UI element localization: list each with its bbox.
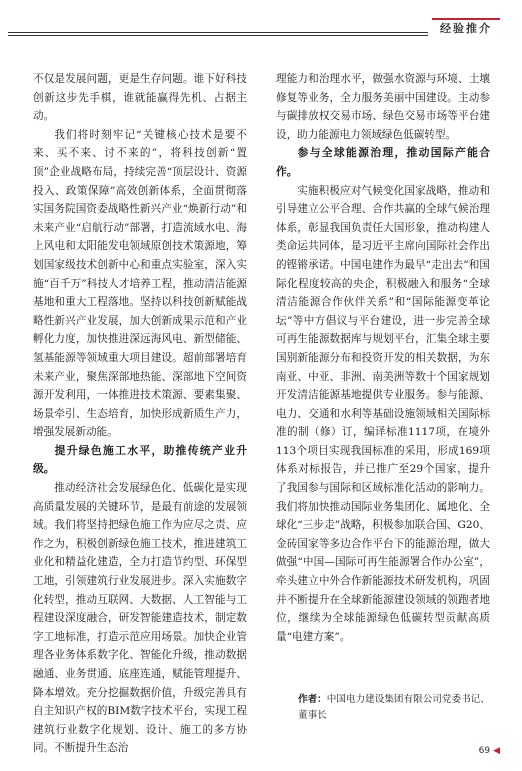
triangle-marker-icon: ◀	[493, 746, 500, 756]
author-credit	[298, 692, 494, 724]
header-rule	[8, 32, 428, 33]
paragraph: 我们将时刻牢记“关键核心技术是要不来、买不来、讨不来的”，将科技创新“置顶”企业战略布局，持续完善“顶层设计、资源投入、政策保障”高效创新体系，全面贯彻落实国务院国资委战略性新兴产业“焕新行动”和未来产业“启航行动”部署，打造流域水电、海上风电和太阳能发电领域原创技术策源地，筹划国家级技术创新中心和重点实验室，深入实施“百千万”科技人才培养工程，推动清洁能源基地和重大工程落地。坚持以科技创新赋能战略性新兴产业发展，加大创新成果示范和产业孵化力度，加快推进深远海风电、新型储能、氢基能源等领域重大项目建设。超前部署培育未来产业，聚焦深部地热能、深部地下空间资源开发利用，一体推进技术策源、要素集聚、场景牵引、生态培育，加快形成新质生产力，增强发展新动能。	[33, 128, 247, 439]
left-column	[33, 70, 247, 758]
right-column	[276, 70, 490, 646]
paragraph: 不仅是发展问题，更是生存问题。谁下好科技创新这步先手棋，谁就能赢得先机、占据主动。	[33, 73, 247, 123]
page-number-value: 69	[478, 746, 491, 756]
paragraph: 实施积极应对气候变化国家战略，推动和引导建立公平合理、合作共赢的全球气候治理体系，彰显我国负责任大国形象，推动构建人类命运共同体，是习近平主席向国际社会作出的铿锵承诺。中国电建作为最早“走出去”和国际化程度较高的央企，积极融入和服务“全球清洁能源合作伙伴关系”和“国际能源变革论坛”等中方倡议与平台建设，进一步完善全球可再生能源数据库与规划平台，汇集全球主要国别新能源分布和投资开发的相关数据，为东南亚、中亚、非洲、南美洲等数十个国家规划开发清洁能源基地提供专业服务。参与能源、电力、交通和水利等基础设施领域相关国际标准的制（修）订，编译标准1117项，在境外113个项目实现我国标准的采用，形成169项体系对标报告，并已推广至29个国家，提升了我国参与国际和区域标准化活动的影响力。我们将加快推动国际业务集团化、属地化、全球化“三步走”战略，积极参加联合国、G20、金砖国家等多边合作平台下的能源治理，做大做强“中国—国际可再生能源署合作办公室”，牵头建立中外合作新能源技术研发机构，巩固并不断提升在全球新能源建设领域的领跑者地位，继续为全球能源绿色低碳转型贡献高质量“电建方案”。	[276, 184, 490, 643]
page-number	[479, 746, 500, 756]
section-tag: 经验推介	[432, 18, 500, 38]
author-text: 中国电力建设集团有限公司党委书记、董事长	[298, 694, 490, 721]
paragraph: 理能力和治理水平，做强水资源与环境、土壤修复等业务，全力服务美丽中国建设。主动参与碳排放权交易市场、绿色交易市场等平台建设，助力能源电力领域绿色低碳转型。	[276, 73, 490, 141]
author-label: 作者：	[298, 694, 327, 705]
section-subheading: 参与全球能源治理，推动国际产能合作。	[276, 146, 490, 178]
header-rule-secondary	[8, 35, 428, 36]
paragraph: 推动经济社会发展绿色化、低碳化是实现高质量发展的关键环节，是最有前途的发展领域。我们将坚持把绿色施工作为应尽之责、应作之为，积极创新绿色施工技术，推进建筑工业化和精益化建造，全力打造节约型、环保型工地，引领建筑行业发展进步。深入实施数字化转型，推动互联网、大数据、人工智能与工程建设深度融合，研发智能建造技术，制定数字工地标准，打造示范应用场景。加快企业管理各业务体系数字化、智能化升级，推动数据融通、业务贯通、底座连通，赋能管理提升、降本增效。充分挖掘数据价值，升级完善具有自主知识产权的BIM数字技术平台，实现工程建筑行业数字化规划、设计、施工的多方协同。不断提升生态治	[33, 482, 247, 755]
section-subheading: 提升绿色施工水平，助推传统产业升级。	[33, 443, 247, 476]
